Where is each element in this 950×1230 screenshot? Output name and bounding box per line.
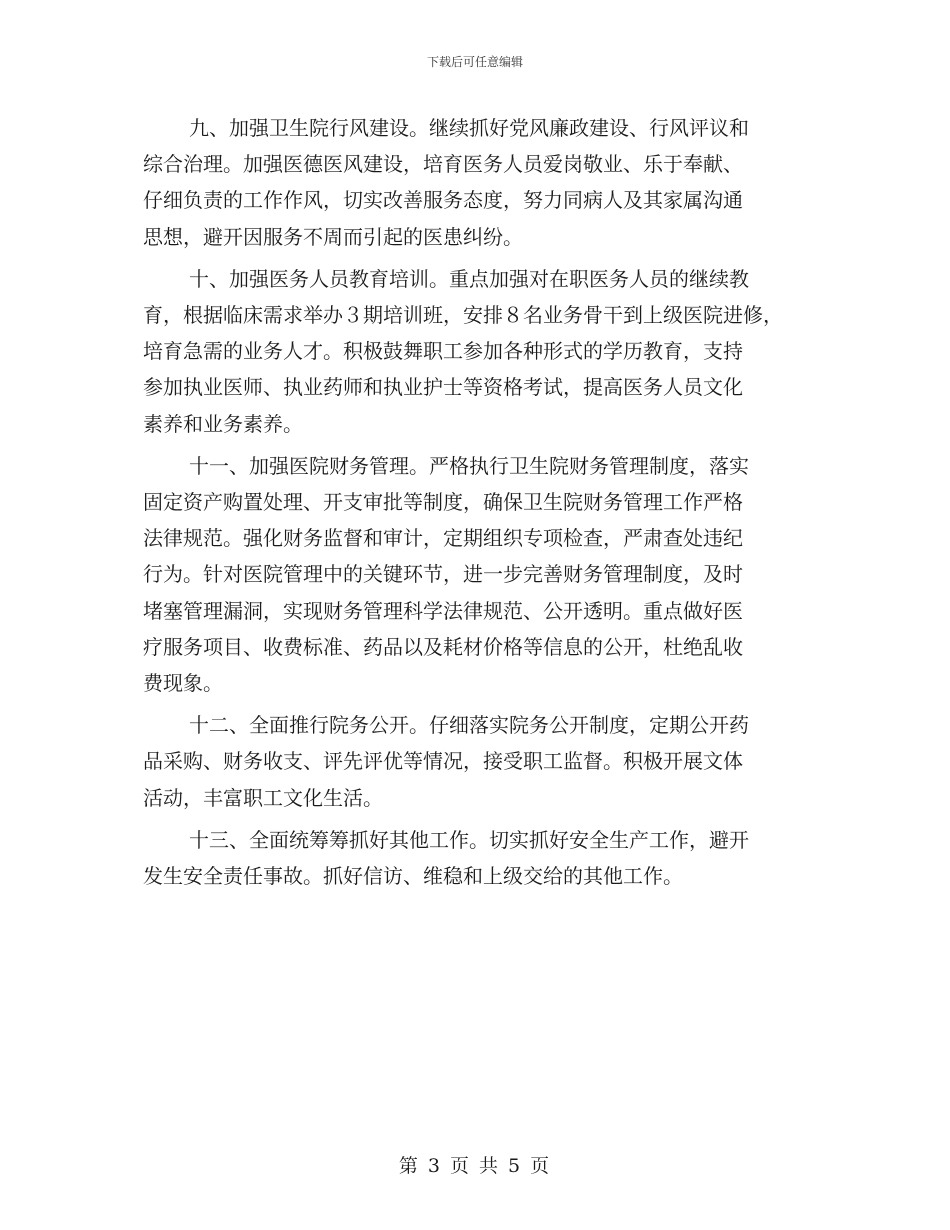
paragraph-line: 活动，丰富职工文化生活。: [143, 785, 383, 810]
paragraph-line: 育，根据临床需求举办３期培训班，安排８名业务骨干到上级医院进修，: [143, 303, 783, 328]
paragraph-item-11: [143, 448, 833, 701]
paragraph-line: 十一、加强医院财务管理。严格执行卫生院财务管理制度，落实: [189, 453, 749, 478]
paragraph-item-13: [143, 822, 833, 894]
paragraph-line: 法律规范。强化财务监督和审计，定期组织专项检查，严肃查处违纪: [143, 526, 743, 551]
paragraph-line: 十二、全面推行院务公开。仔细落实院务公开制度，定期公开药: [189, 713, 749, 738]
paragraph-line: 行为。针对医院管理中的关键环节，进一步完善财务管理制度，及时: [143, 562, 743, 587]
paragraph-line: 十三、全面统筹筹抓好其他工作。切实抓好安全生产工作，避开: [189, 827, 749, 852]
paragraph-line: 发生安全责任事故。抓好信访、维稳和上级交给的其他工作。: [143, 864, 683, 889]
paragraph-line: 仔细负责的工作作风，切实改善服务态度，努力同病人及其家属沟通: [143, 188, 743, 213]
paragraph-line: 费现象。: [143, 671, 223, 696]
paragraph-item-10: [143, 261, 833, 442]
paragraph-line: 十、加强医务人员教育培训。重点加强对在职医务人员的继续教: [189, 266, 749, 291]
paragraph-line: 九、加强卫生院行风建设。继续抓好党风廉政建设、行风评议和: [189, 116, 749, 140]
paragraph-line: 素养和业务素养。: [143, 411, 303, 436]
paragraph-item-9: [143, 110, 833, 255]
paragraph-line: 堵塞管理漏洞，实现财务管理科学法律规范、公开透明。重点做好医: [143, 598, 743, 623]
paragraph-line: 培育急需的业务人才。积极鼓舞职工参加各种形式的学历教育，支持: [143, 339, 743, 364]
document-body: [143, 110, 833, 900]
paragraph-line: 综合治理。加强医德医风建设，培育医务人员爱岗敬业、乐于奉献、: [143, 152, 743, 177]
paragraph-item-12: [143, 707, 833, 816]
page-number-footer: 第 3 页 共 5 页: [398, 1155, 552, 1177]
paragraph-line: 固定资产购置处理、开支审批等制度，确保卫生院财务管理工作严格: [143, 490, 743, 515]
paragraph-line: 品采购、财务收支、评先评优等情况，接受职工监督。积极开展文体: [143, 749, 743, 774]
paragraph-line: 疗服务项目、收费标准、药品以及耗材价格等信息的公开，杜绝乱收: [143, 634, 743, 659]
paragraph-line: 参加执业医师、执业药师和执业护士等资格考试，提高医务人员文化: [143, 375, 743, 400]
paragraph-line: 思想，避开因服务不周而引起的医患纠纷。: [143, 224, 523, 249]
page-header-note: 下载后可任意编辑: [426, 55, 523, 69]
